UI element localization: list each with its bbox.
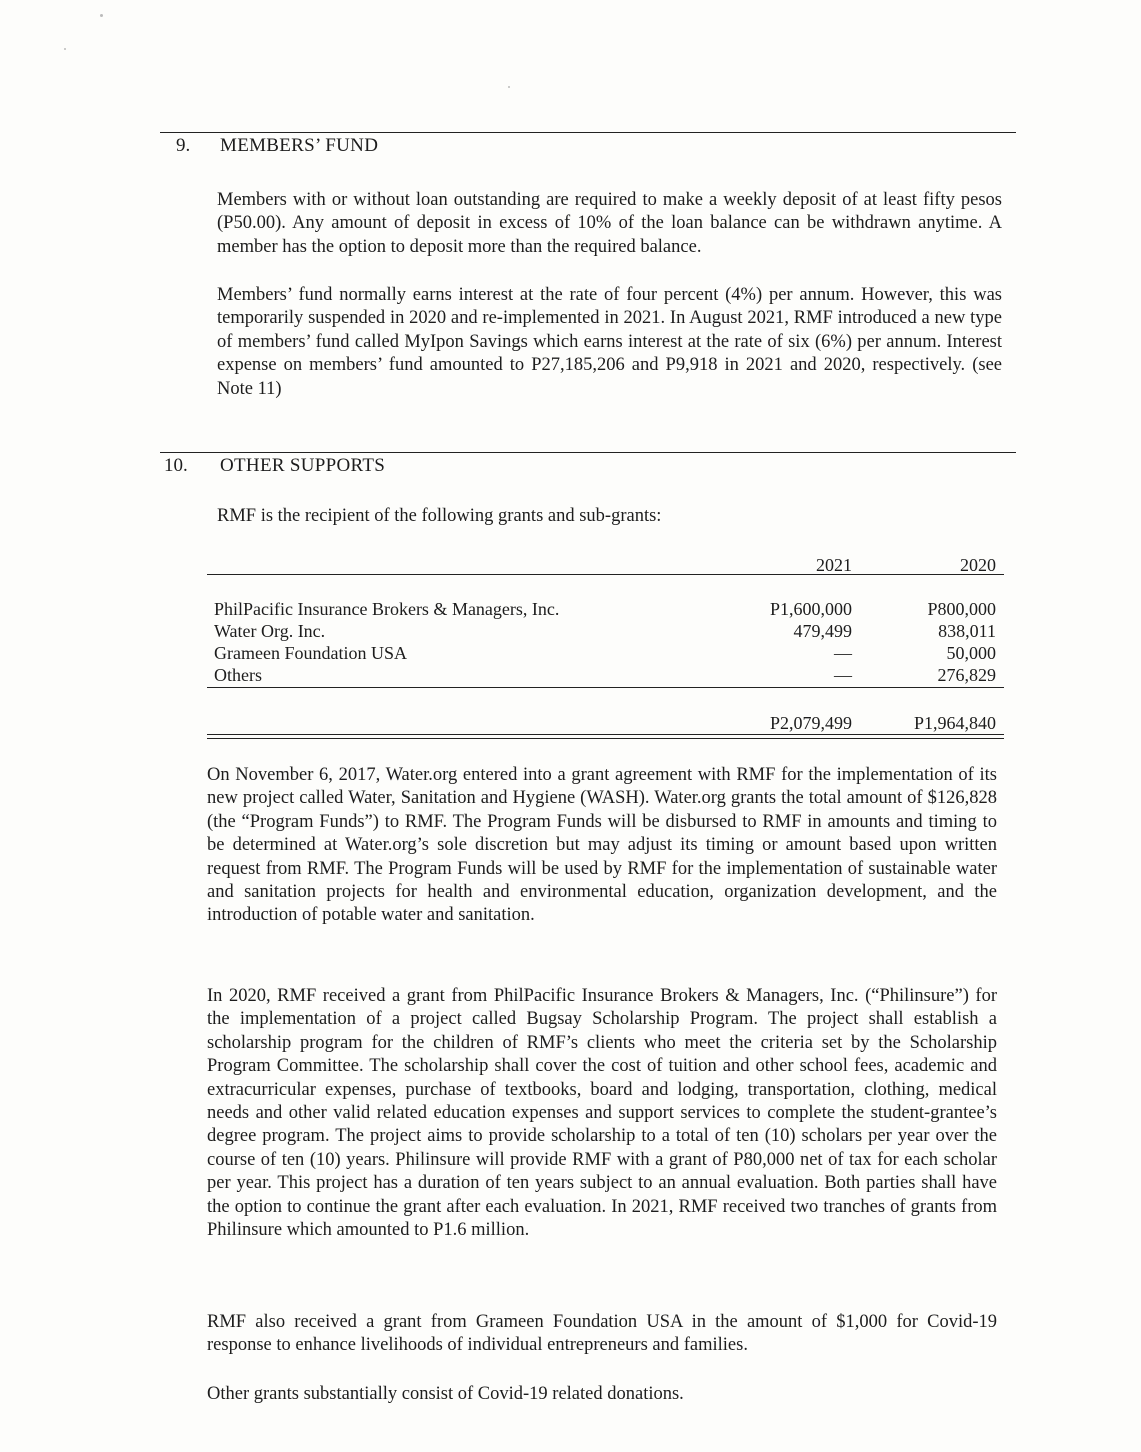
row-label: Others: [214, 665, 262, 685]
row-value-2021: —: [834, 665, 852, 685]
row-label: PhilPacific Insurance Brokers & Managers, Inc.: [214, 599, 560, 619]
table-header-row: [207, 554, 1004, 576]
row-value-2020: P800,000: [927, 599, 996, 619]
table-row: [207, 664, 1004, 686]
column-header-2021: 2021: [816, 555, 852, 575]
section-title: OTHER SUPPORTS: [220, 455, 386, 476]
grants-table: [207, 554, 1004, 744]
row-value-2021: —: [834, 643, 852, 663]
scan-speck: [64, 48, 66, 50]
row-value-2021: 479,499: [793, 621, 852, 641]
section-title: MEMBERS’ FUND: [220, 135, 379, 156]
column-header-2020: 2020: [960, 555, 996, 575]
paragraph-grameen: RMF also received a grant from Grameen Foundation USA in the amount of $1,000 for Covid-19 response to enhance livelihoods of individual entrepreneurs and families.: [207, 1312, 997, 1356]
row-value-2020: 50,000: [946, 643, 996, 663]
row-value-2021: P1,600,000: [769, 599, 852, 619]
section-number: 10.: [164, 455, 188, 476]
paragraph-water-org: On November 6, 2017, Water.org entered into a grant agreement with RMF for the implementation of its new project called Water, Sanitation and Hygiene (WASH). Water.org grants the total amount of $126,828 (the “Program Funds”) to RMF. The Program Funds will be disbursed to RMF in amounts and timing to be determined at Water.org’s sole discretion but may adjust its timing or amount based upon written request from RMF. The Program Funds will be used by RMF for the implementation of sustainable water and sanitation projects for health and environmental education, organization development, and the introduction of potable water and sanitation.: [207, 765, 997, 926]
paragraph-interest-rate: Members’ fund normally earns interest at the rate of four percent (4%) per annum. However, this was temporarily suspended in 2020 and re-implemented in 2021. In August 2021, RMF introduced a new type of members’ fund called MyIpon Savings which earns interest at the rate of six (6%) per annum. Interest expense on members’ fund amounted to P27,185,206 and P9,918 in 2021 and 2020, respectively. (see Note 11): [217, 285, 1002, 399]
section-number: 9.: [176, 135, 191, 156]
total-2020: P1,964,840: [913, 713, 996, 733]
table-row: [207, 598, 1004, 620]
subtotal-rule: [207, 687, 1004, 688]
section-heading-members-fund: [160, 132, 1016, 156]
paragraph-other-grants: Other grants substantially consist of Covid-19 related donations.: [207, 1384, 684, 1404]
row-value-2020: 838,011: [938, 621, 996, 641]
scan-speck: [508, 86, 510, 88]
row-label: Grameen Foundation USA: [214, 643, 407, 663]
total-2021: P2,079,499: [769, 713, 852, 733]
row-value-2020: 276,829: [937, 665, 996, 685]
table-header-rule: [207, 574, 1004, 575]
paragraph-grants-intro: RMF is the recipient of the following grants and sub-grants:: [217, 506, 662, 526]
row-label: Water Org. Inc.: [214, 621, 326, 641]
paragraph-weekly-deposit: Members with or without loan outstanding are required to make a weekly deposit of at least fifty pesos (P50.00). Any amount of deposit in excess of 10% of the loan balance can be withdrawn anytime. A member has the option to deposit more than the required balance.: [217, 190, 1002, 257]
scan-speck: [100, 14, 103, 17]
table-row: [207, 642, 1004, 664]
paragraph-philinsure: In 2020, RMF received a grant from PhilPacific Insurance Brokers & Managers, Inc. (“Philinsure”) for the implementation of a project called Bugsay Scholarship Program. The project shall establish a scholarship program for the children of RMF’s clients who meet the criteria set by the Scholarship Program Committee. The scholarship shall cover the cost of tuition and other school fees, academic and extracurricular expenses, purchase of textbooks, board and lodging, transportation, clothing, medical needs and other valid related education expenses and support services to complete the student-grantee’s degree program. The project aims to provide scholarship to a total of ten (10) scholars per year over the course of ten (10) years. Philinsure will provide RMF with a grant of P80,000 net of tax for each scholar per year. This project has a duration of ten years subject to an annual evaluation. Both parties shall have the option to continue the grant after each evaluation. In 2021, RMF received two tranches of grants from Philinsure which amounted to P1.6 million.: [207, 986, 997, 1241]
total-double-rule: [207, 734, 1004, 739]
table-row: [207, 620, 1004, 642]
table-total-row: [207, 712, 1004, 734]
section-heading-other-supports: [160, 452, 1016, 476]
